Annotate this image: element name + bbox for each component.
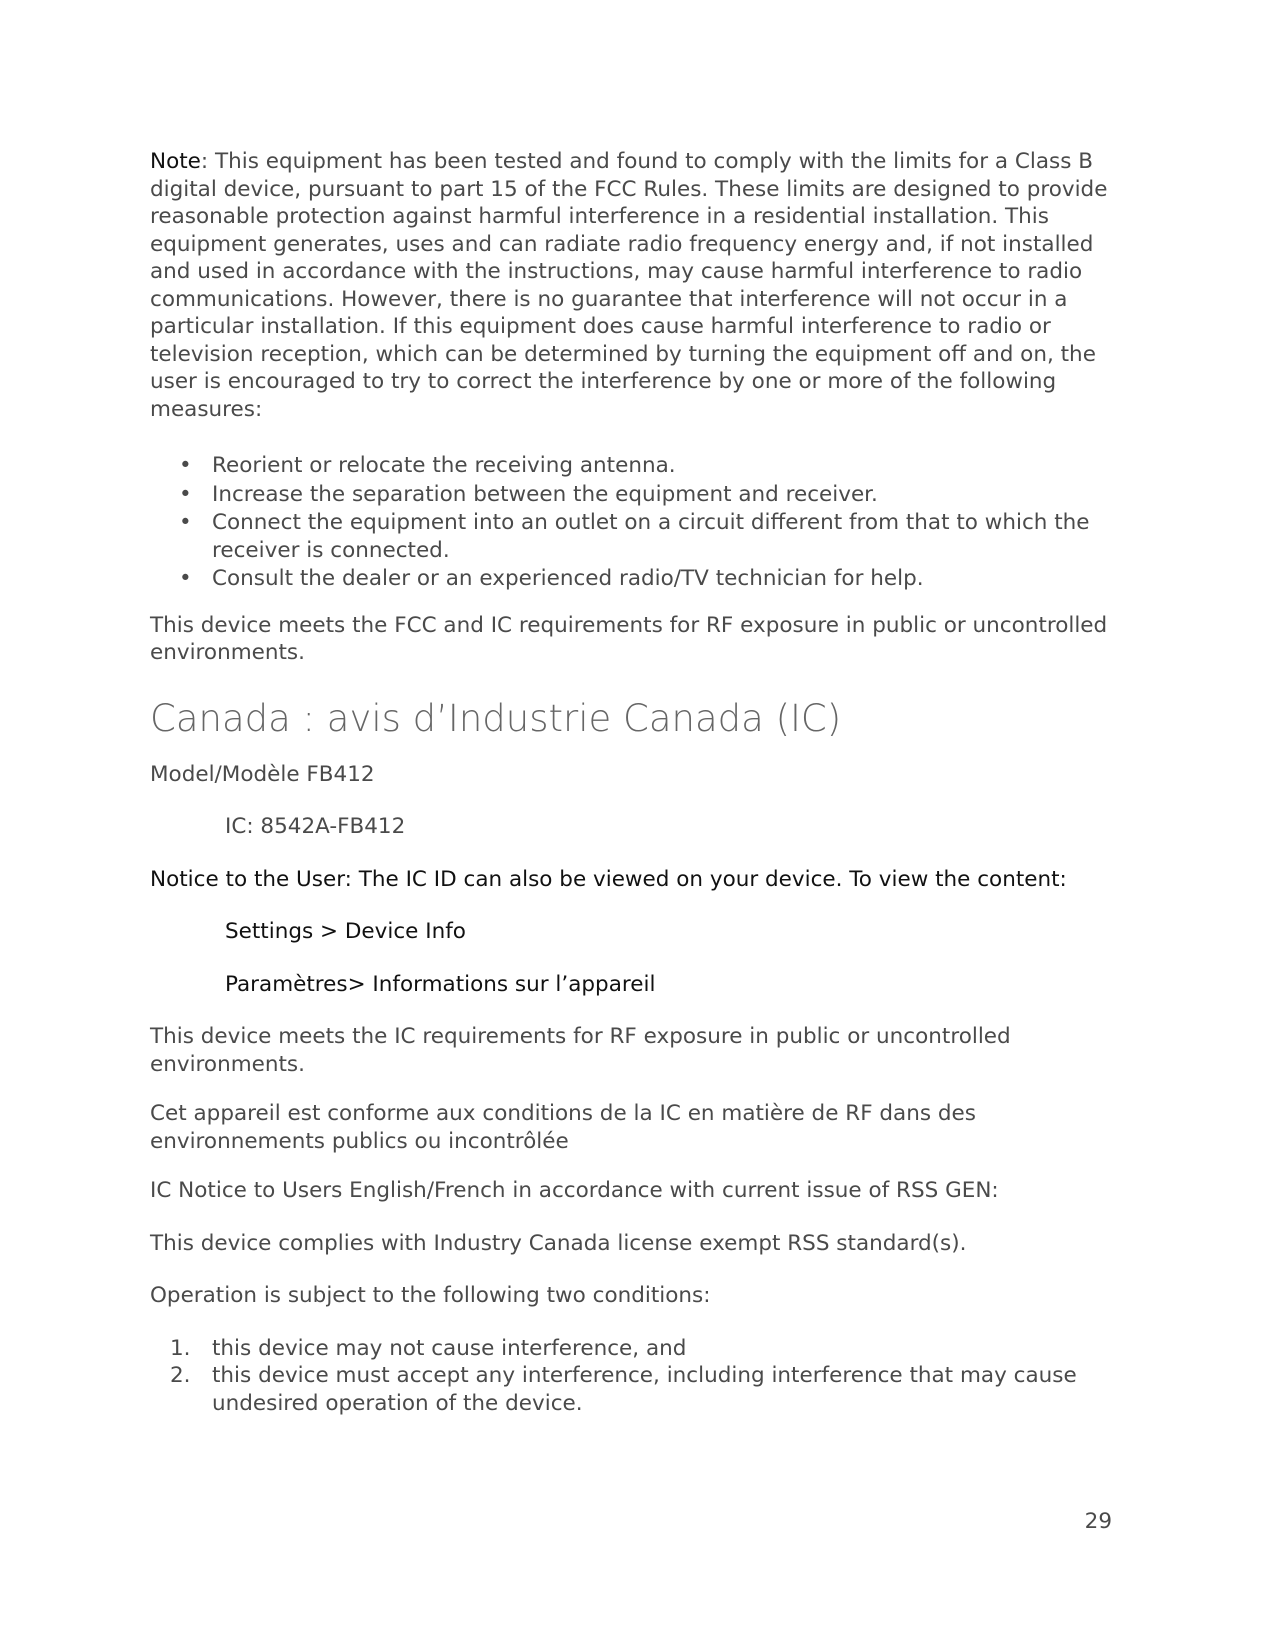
list-item (150, 1335, 1125, 1363)
condition-text: this device must accept any interference, including interference that may cause undesired operation of the device. (212, 1363, 1077, 1416)
complies-line: This device complies with Industry Canada license exempt RSS standard(s). (150, 1230, 967, 1256)
french-rf-paragraph: Cet appareil est conforme aux conditions de la IC en matière de RF dans des environnements publics ou incontrôlée (150, 1101, 976, 1154)
measure-text: Consult the dealer or an experienced radio/TV technician for help. (212, 566, 924, 591)
section-heading: Canada : avis d’Industrie Canada (IC) (150, 696, 842, 740)
note-label: Note (150, 149, 201, 174)
list-number: 1. (170, 1335, 191, 1361)
bullet-icon: • (179, 566, 192, 591)
bullet-icon: • (179, 481, 192, 507)
list-number: 2. (170, 1363, 191, 1388)
fcc-note-paragraph (150, 148, 1125, 423)
list-item (150, 1362, 1125, 1417)
list-item (150, 452, 1125, 480)
parametres-path: Paramètres> Informations sur l’appareil (225, 971, 656, 997)
list-item (150, 481, 1125, 509)
note-text: : This equipment has been tested and found to comply with the limits for a Class B digital device, pursuant to part 15 of the FCC Rules. These limits are designed to provide reasonable protection against harmful interference in a residential installation. This equipment generates, uses and can radiate radio frequency energy and, if not installed and used in accordance with the instructions, may cause harmful interference to radio communications. However, there is no guarantee that interference will not occur in a particular installation. If this equipment does cause harmful interference to radio or television reception, which can be determined by turning the equipment off and on, the user is encouraged to try to correct the interference by one or more of the following measures: (150, 149, 1108, 422)
rss-notice-line: IC Notice to Users English/French in accordance with current issue of RSS GEN: (150, 1178, 999, 1203)
measure-text: Increase the separation between the equipment and receiver. (212, 481, 878, 507)
list-item (150, 509, 1125, 564)
ic-rf-exposure-paragraph: This device meets the IC requirements for RF exposure in public or uncontrolled environments. (150, 1024, 1011, 1077)
condition-text: this device may not cause interference, and (212, 1335, 687, 1361)
bullet-icon: • (179, 453, 192, 478)
model-line: Model/Modèle FB412 (150, 761, 375, 787)
fcc-ic-rf-exposure-paragraph: This device meets the FCC and IC requirements for RF exposure in public or uncontrolled environments. (150, 612, 1108, 665)
bullet-icon: • (179, 510, 192, 535)
operation-line: Operation is subject to the following two conditions: (150, 1283, 711, 1308)
conditions-list (150, 1335, 1125, 1418)
measures-list (150, 452, 1125, 593)
measure-text: Connect the equipment into an outlet on a circuit different from that to which the receiver is connected. (212, 510, 1090, 563)
notice-to-user-paragraph: Notice to the User: The IC ID can also be viewed on your device. To view the content: (150, 866, 1067, 892)
settings-path: Settings > Device Info (225, 919, 466, 944)
document-page (150, 148, 1125, 1417)
page-number: 29 (1084, 1509, 1112, 1534)
measure-text: Reorient or relocate the receiving antenna. (212, 453, 676, 478)
list-item (150, 565, 1125, 593)
ic-id-line: IC: 8542A-FB412 (225, 814, 406, 839)
